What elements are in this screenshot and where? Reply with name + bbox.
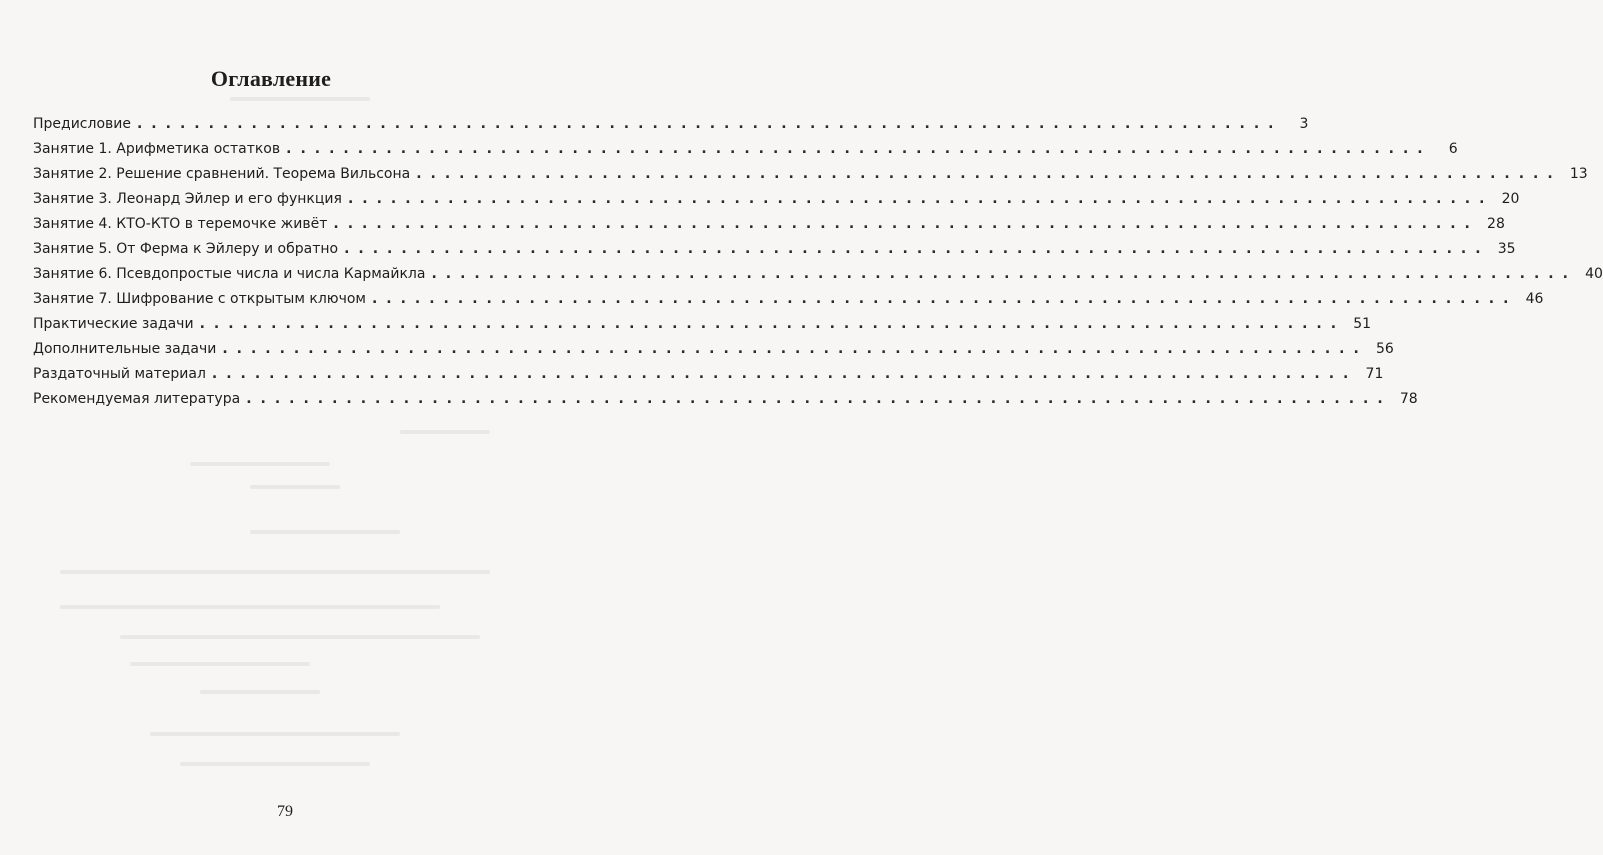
- toc-entry: [33, 241, 1516, 266]
- bleed-through-mark: [60, 605, 440, 609]
- toc-entry: [33, 291, 1544, 316]
- toc-entry-page: 6: [1448, 141, 1458, 157]
- toc-dot-leader: ................................................................................: [333, 216, 1479, 232]
- toc-entry-page: 46: [1525, 291, 1544, 307]
- toc-dot-leader: ................................................................................: [347, 191, 1494, 207]
- toc-dot-leader: ................................................................................: [246, 391, 1392, 407]
- bleed-through-mark: [230, 97, 370, 101]
- toc-entry-label: Занятие 4. КТО-КТО в теремочке живёт: [33, 216, 328, 232]
- bleed-through-mark: [130, 662, 310, 666]
- toc-entry: [33, 216, 1505, 241]
- toc-entry-page: 40: [1585, 266, 1603, 282]
- toc-entry: [33, 116, 1309, 141]
- bleed-through-mark: [200, 690, 320, 694]
- toc-entry: [33, 191, 1520, 216]
- toc-entry-label: Занятие 6. Псевдопростые числа и числа Кармайкла: [33, 266, 426, 282]
- toc-entry-page: 35: [1497, 241, 1516, 257]
- toc-dot-leader: ................................................................................: [431, 266, 1577, 282]
- toc-entry-page: 56: [1375, 341, 1394, 357]
- bleed-through-mark: [120, 635, 480, 639]
- bleed-through-mark: [250, 530, 400, 534]
- toc-dot-leader: ................................................................................: [136, 116, 1283, 132]
- toc-entry-page: 71: [1365, 366, 1384, 382]
- toc-entry-page: 20: [1501, 191, 1520, 207]
- toc-entry: [33, 341, 1394, 366]
- toc-dot-leader: ................................................................................: [371, 291, 1518, 307]
- table-of-contents: [33, 116, 1603, 416]
- toc-entry-page: 13: [1569, 166, 1588, 182]
- toc-dot-leader: ................................................................................: [286, 141, 1432, 157]
- toc-entry: [33, 266, 1603, 291]
- toc-dot-leader: ................................................................................: [416, 166, 1562, 182]
- bleed-through-mark: [150, 732, 400, 736]
- toc-entry-label: Занятие 2. Решение сравнений. Теорема Вильсона: [33, 166, 411, 182]
- toc-entry-page: 78: [1399, 391, 1418, 407]
- bleed-through-mark: [60, 570, 490, 574]
- toc-dot-leader: ................................................................................: [211, 366, 1358, 382]
- toc-entry-label: Рекомендуемая литература: [33, 391, 241, 407]
- toc-entry-label: Предисловие: [33, 116, 131, 132]
- toc-entry: [33, 391, 1418, 416]
- toc-entry: [33, 366, 1384, 391]
- toc-entry-label: Занятие 7. Шифрование с открытым ключом: [33, 291, 366, 307]
- toc-entry-page: 28: [1487, 216, 1505, 232]
- toc-entry-label: Дополнительные задачи: [33, 341, 217, 357]
- toc-dot-leader: ................................................................................: [344, 241, 1490, 257]
- toc-entry-label: Практические задачи: [33, 316, 194, 332]
- bleed-through-mark: [250, 485, 340, 489]
- page-title: Оглавление: [210, 66, 332, 91]
- bleed-through-mark: [400, 430, 490, 434]
- toc-entry: [33, 141, 1458, 166]
- toc-entry-label: Занятие 3. Леонард Эйлер и его функция: [33, 191, 342, 207]
- toc-dot-leader: ................................................................................: [222, 341, 1368, 357]
- toc-entry: [33, 166, 1588, 191]
- bleed-through-mark: [190, 462, 330, 466]
- toc-entry-page: 51: [1353, 316, 1372, 332]
- page-number: 79: [277, 803, 293, 820]
- toc-entry-label: Раздаточный материал: [33, 366, 206, 382]
- toc-dot-leader: ................................................................................: [199, 316, 1346, 332]
- toc-entry-page: 3: [1299, 116, 1309, 132]
- bleed-through-mark: [180, 762, 370, 766]
- toc-entry-label: Занятие 5. От Ферма к Эйлеру и обратно: [33, 241, 339, 257]
- toc-entry-label: Занятие 1. Арифметика остатков: [33, 141, 281, 157]
- toc-entry: [33, 316, 1372, 341]
